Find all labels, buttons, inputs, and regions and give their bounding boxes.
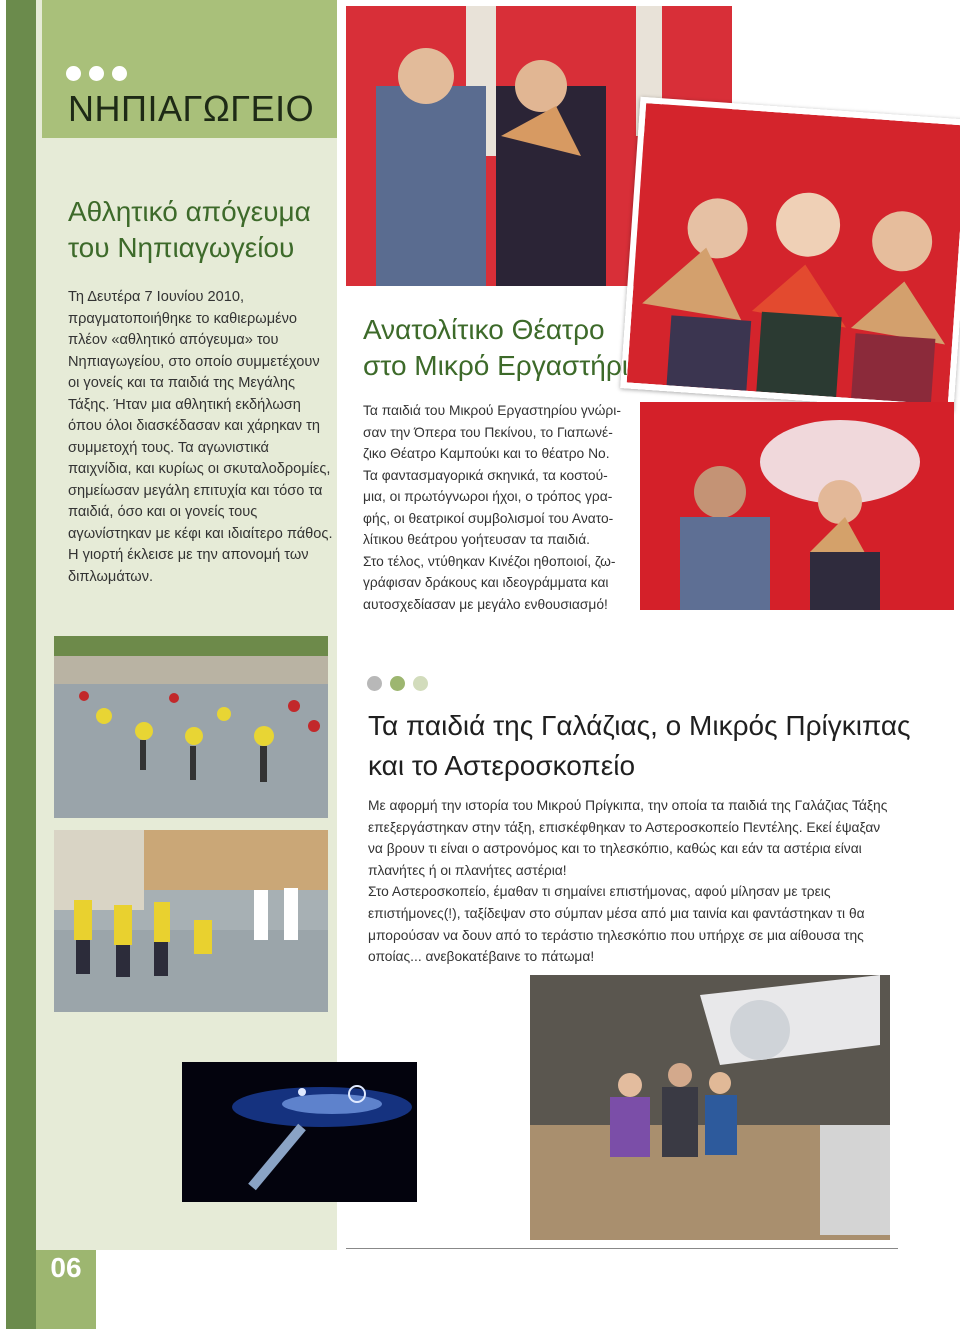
page-number: 06 <box>50 1252 82 1283</box>
article3-title-line1: Τα παιδιά της Γαλάζιας, ο Μικρός Πρίγκιπας <box>368 710 911 741</box>
text-line: πλέον «αθλητικό απόγευμα» του <box>68 332 279 348</box>
text-line: ζικο Θέατρο Καμπούκι και το θέατρο Νο. <box>363 446 610 461</box>
section-title: ΝΗΠΙΑΓΩΓΕΙΟ <box>68 88 315 129</box>
dot <box>89 66 104 81</box>
planetarium-photo <box>182 1062 417 1202</box>
article1-body <box>68 287 333 588</box>
left-green-bar <box>6 0 36 1329</box>
text-line: παιδιά, όσο και οι γονείς τους <box>68 504 258 520</box>
text-line: μπορούσαν να δουν από το τεράστιο τηλεσκόπιο που υπήρχε σε μια αίθουσα της <box>368 927 864 943</box>
text-line: σαν την Όπερα του Πεκίνου, το Γιαπωνέ- <box>363 424 613 440</box>
text-line: Τα παιδιά του Μικρού Εργαστηρίου γνώρι- <box>363 403 621 418</box>
text-line: επεξεργάστηκαν στην τάξη, επισκέφθηκαν το Αστεροσκοπείο Πεντέλης. Εκεί έψαξαν <box>368 819 881 835</box>
dot <box>390 676 405 691</box>
text-line: να βρουν τι είναι ο αστρονόμος και το τηλεσκόπιο, καθώς και εάν τα αστέρια είναι <box>368 841 862 857</box>
text-line: επιστήμονες(!), ταξίδεψαν στο σύμπαν μέσα από μια ταινία και φαντάστηκαν τι θα <box>368 905 865 921</box>
text-line: αυτοσχεδίασαν με μεγάλο ενθουσιασμό! <box>363 596 608 612</box>
text-line: μια, οι πρωτόγνωροι ήχοι, ο τρόπος γρα- <box>363 489 613 504</box>
article1-title <box>68 194 311 266</box>
text-line: Η γιορτή έκλεισε με την απονομή των <box>68 547 309 563</box>
text-line: Νηπιαγωγείου, στο οποίο συμμετέχουν <box>68 353 320 370</box>
text-line: Τη Δευτέρα 7 Ιουνίου 2010, <box>68 289 245 305</box>
text-line: πλανήτες ή οι πλανήτες αστέρια! <box>368 862 567 878</box>
text-line: όπου όλοι διασκέδασαν και χάρηκαν τη <box>68 418 320 434</box>
article3-dots <box>367 676 428 691</box>
article2-title <box>363 312 628 384</box>
text-line: Τα φαντασμαγορικά σκηνικά, τα κοστού- <box>363 467 608 483</box>
text-line: παιχνίδια, και κυρίως οι σκυταλοδρομίες, <box>68 461 331 477</box>
bottom-rule <box>346 1248 898 1249</box>
theater-photo-3 <box>640 402 954 610</box>
dot <box>66 66 81 81</box>
text-line: οι γονείς και τα παιδιά της Μεγάλης <box>68 375 296 391</box>
athletics-photo-1 <box>54 636 328 818</box>
theater-photo-2 <box>620 97 960 412</box>
text-line: Στο Αστεροσκοπείο, έμαθαν τι σημαίνει επιστήμονας, αφού μίλησαν με τρεις <box>368 884 831 900</box>
text-line: διπλωμάτων. <box>68 568 154 585</box>
article2-body <box>363 400 631 615</box>
article3-title <box>368 706 911 786</box>
text-line: Στο τέλος, ντύθηκαν Κινέζοι ηθοποιοί, ζω- <box>363 553 616 569</box>
text-line: Τάξης. Ήταν μια αθλητική εκδήλωση <box>68 396 301 413</box>
dot <box>413 676 428 691</box>
section-dots <box>66 66 127 81</box>
article3-title-line2: και το Αστεροσκοπείο <box>368 750 636 781</box>
article1-title-line1: Αθλητικό απόγευμα <box>68 196 311 227</box>
text-line: πραγματοποιήθηκε το καθιερωμένο <box>68 310 298 327</box>
article2-title-line2: στο Μικρό Εργαστήρι <box>363 350 628 381</box>
text-line: γράφισαν δράκους και ιδεογράμματα και <box>363 575 609 590</box>
article2-title-line1: Ανατολίτικο Θέατρο <box>363 314 605 345</box>
article3-body <box>368 795 888 968</box>
dot <box>112 66 127 81</box>
dot <box>367 676 382 691</box>
text-line: οποίας... ανεβοκατέβαινε το πάτωμα! <box>368 949 595 965</box>
article1-title-line2: του Νηπιαγωγείου <box>68 232 295 263</box>
text-line: λίτικου θεάτρου γοήτευσαν τα παιδιά. <box>363 532 591 547</box>
observatory-photo <box>530 975 890 1240</box>
athletics-photo-2 <box>54 830 328 1012</box>
text-line: σημείωσαν μεγάλη επιτυχία και τόσο τα <box>68 482 323 499</box>
text-line: συμμετοχή τους. Τα αγωνιστικά <box>68 439 269 456</box>
text-line: αγωνίστηκαν με κέφι και ιδιαίτερο πάθος. <box>68 525 333 542</box>
text-line: Με αφορμή την ιστορία του Μικρού Πρίγκιπα, την οποία τα παιδιά της Γαλάζιας Τάξης <box>368 798 888 813</box>
text-line: φής, οι θεατρικοί συμβολισμοί του Ανατο- <box>363 510 614 526</box>
